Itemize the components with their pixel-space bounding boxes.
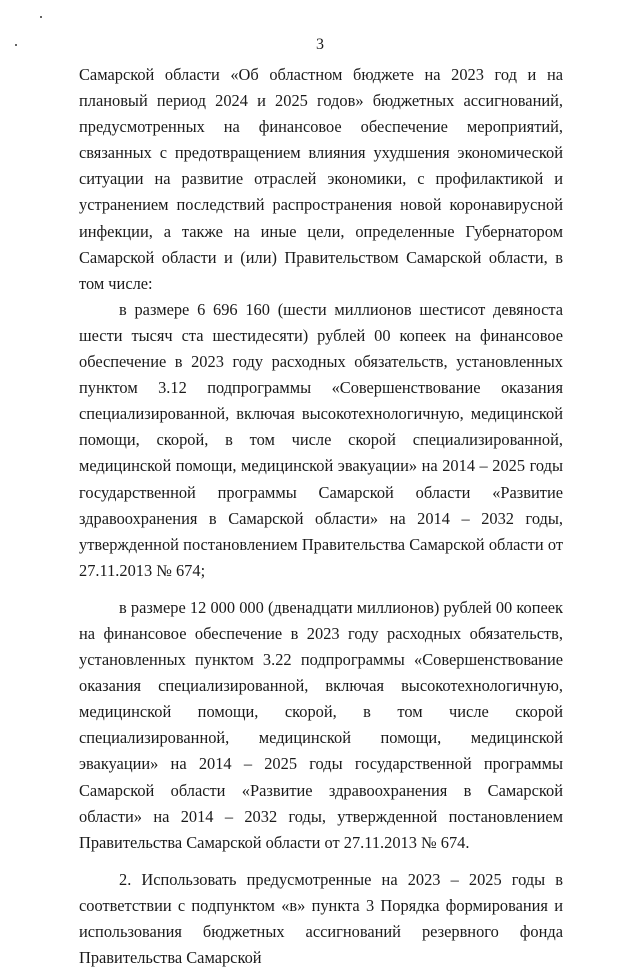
- page-number: 3: [316, 36, 324, 53]
- paragraph-clause-2: 2. Использовать предусмотренные на 2023 – 2025 годы в соответствии с подпунктом «в» пункта 3 Порядка формирования и использования бюджетных ассигнований резервного фонда Правительства Самарской: [79, 869, 563, 968]
- paragraph-continuation: Самарской области «Об областном бюджете на 2023 год и на плановый период 2024 и 2025 годов» бюджетных ассигнований, предусмотренных на финансовое обеспечение мероприятий, связанных с предотвращением влияния ухудшения экономической ситуации на развитие отраслей экономики, с профилактикой и устранением последствий распространения новой коронавирусной инфекции, а также на иные цели, определенные Губернатором Самарской области и (или) Правительством Самарской области, в том числе:: [79, 65, 563, 293]
- scan-speck: [40, 16, 42, 18]
- paragraph-allocation-2: в размере 12 000 000 (двенадцати миллионов) рублей 00 копеек на финансовое обеспечение в 2023 году расходных обязательств, установленных пунктом 3.22 подпрограммы «Совершенствование оказания специализированной, включая высокотехнологичную, медицинской помощи, скорой, в том числе скорой специализированной, медицинской помощи, медицинской эвакуации» на 2014 – 2025 годы государственной программы Самарской области «Развитие здравоохранения в Самарской области» на 2014 – 2032 годы, утвержденной постановлением Правительства Самарской области от 27.11.2013 № 674.: [79, 597, 563, 852]
- document-body: [79, 62, 563, 971]
- paragraph-allocation-1: в размере 6 696 160 (шести миллионов шестисот девяноста шести тысяч ста шестидесяти) рублей 00 копеек на финансовое обеспечение в 2023 году расходных обязательств, установленных пунктом 3.12 подпрограммы «Совершенствование оказания специализированной, включая высокотехнологичную, медицинской помощи, скорой, в том числе скорой специализированной, медицинской помощи, медицинской эвакуации» на 2014 – 2025 годы государственной программы Самарской области «Развитие здравоохранения в Самарской области» на 2014 – 2032 годы, утвержденной постановлением Правительства Самарской области от 27.11.2013 № 674;: [79, 299, 563, 580]
